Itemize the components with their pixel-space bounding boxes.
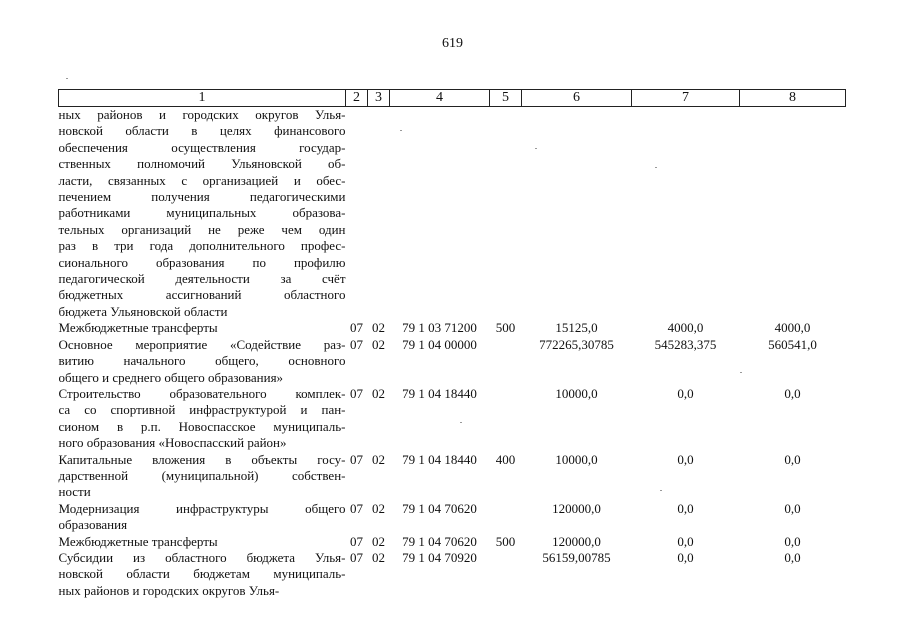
scan-speck — [400, 130, 402, 131]
scan-speck — [660, 490, 662, 491]
cell-podrazdel: 02 — [372, 385, 385, 401]
description-line: ного образования «Новоспасский район» — [58, 435, 287, 451]
header-col-7: 7 — [632, 90, 740, 107]
header-col-8: 8 — [740, 90, 846, 107]
header-col-6: 6 — [522, 90, 632, 107]
scan-speck — [460, 422, 462, 423]
cell-amount-col6: 120000,0 — [552, 500, 601, 516]
cell-podrazdel: 02 — [372, 533, 385, 549]
cell-amount-col6: 56159,00785 — [542, 549, 611, 565]
description-line: тельных организаций не реже чем один — [58, 221, 346, 237]
cell-expense-type — [490, 386, 522, 452]
header-col-3: 3 — [368, 90, 390, 107]
cell-expense-type — [490, 337, 522, 386]
cell-description — [59, 107, 346, 321]
table-row — [59, 550, 846, 599]
cell-target-article: 79 1 03 71200 — [402, 320, 477, 336]
description-line: педагогической деятельности за счёт — [58, 271, 346, 287]
scan-speck — [655, 167, 657, 168]
table-row — [59, 452, 846, 501]
description-line: ственных полномочий Ульяновской об- — [58, 156, 346, 172]
cell-description — [59, 534, 346, 550]
cell-razdel: 07 — [350, 451, 363, 467]
description-line: са со спортивной инфраструктурой и пан- — [58, 402, 346, 418]
cell-expense-type: 500 — [495, 533, 516, 549]
cell-expense-type — [490, 550, 522, 599]
cell-podrazdel: 02 — [372, 500, 385, 516]
table-header — [59, 90, 846, 107]
cell-description — [59, 550, 346, 599]
cell-podrazdel — [368, 107, 390, 321]
description-line: раз в три года дополнительного профес- — [58, 238, 346, 254]
cell-razdel: 07 — [350, 500, 363, 516]
table-row — [59, 337, 846, 386]
cell-amount-col8: 0,0 — [784, 385, 801, 401]
cell-target-article: 79 1 04 70920 — [402, 549, 477, 565]
cell-podrazdel: 02 — [372, 336, 385, 352]
page-number: 619 — [442, 36, 463, 51]
cell-amount-col8 — [740, 107, 846, 321]
cell-amount-col7: 0,0 — [677, 500, 694, 516]
description-line: витию начального общего, основного — [58, 353, 346, 369]
description-line: бюджета Ульяновской области — [58, 303, 228, 319]
cell-description — [59, 452, 346, 501]
scan-speck — [740, 372, 742, 373]
cell-amount-col8: 0,0 — [784, 533, 801, 549]
description-line: сионом в р.п. Новоспасское муниципаль- — [58, 418, 346, 434]
cell-amount-col7: 0,0 — [677, 451, 694, 467]
cell-description — [59, 386, 346, 452]
cell-target-article: 79 1 04 70620 — [402, 533, 477, 549]
cell-amount-col8: 4000,0 — [774, 320, 811, 336]
cell-amount-col7: 0,0 — [677, 385, 694, 401]
description-line: Модернизация инфраструктуры общего — [58, 500, 346, 516]
budget-table — [58, 89, 846, 599]
cell-razdel: 07 — [350, 533, 363, 549]
scan-speck — [535, 148, 537, 149]
cell-amount-col7: 0,0 — [677, 549, 694, 565]
header-col-5: 5 — [490, 90, 522, 107]
cell-amount-col7: 545283,375 — [654, 336, 717, 352]
description-line: образования — [58, 517, 128, 533]
cell-amount-col6: 772265,30785 — [539, 336, 614, 352]
cell-amount-col8: 0,0 — [784, 500, 801, 516]
cell-amount-col7: 0,0 — [677, 533, 694, 549]
description-line: ных районов и городских округов Улья- — [58, 582, 280, 598]
description-line: Межбюджетные трансферты — [58, 320, 218, 336]
cell-amount-col8: 560541,0 — [768, 336, 817, 352]
table-row — [59, 501, 846, 534]
cell-razdel: 07 — [350, 385, 363, 401]
cell-podrazdel: 02 — [372, 549, 385, 565]
cell-target-article: 79 1 04 70620 — [402, 500, 477, 516]
description-line: Основное мероприятие «Содействие раз- — [58, 336, 346, 352]
cell-target-article: 79 1 04 00000 — [402, 336, 477, 352]
header-col-1: 1 — [59, 90, 346, 107]
cell-description — [59, 320, 346, 336]
cell-amount-col7 — [632, 107, 740, 321]
cell-description — [59, 337, 346, 386]
cell-amount-col8: 0,0 — [784, 549, 801, 565]
scan-speck — [66, 78, 68, 79]
cell-amount-col7: 4000,0 — [667, 320, 704, 336]
description-line: работниками муниципальных образова- — [58, 205, 346, 221]
cell-amount-col8: 0,0 — [784, 451, 801, 467]
table-row — [59, 107, 846, 321]
table-row — [59, 386, 846, 452]
header-col-2: 2 — [346, 90, 368, 107]
description-line: новской области в целях финансового — [58, 123, 346, 139]
cell-podrazdel: 02 — [372, 451, 385, 467]
description-line: сионального образования по профилю — [58, 254, 346, 270]
cell-description — [59, 501, 346, 534]
description-line: Капитальные вложения в объекты госу- — [58, 451, 346, 467]
cell-target-article — [390, 107, 490, 321]
table-row — [59, 320, 846, 336]
cell-expense-type — [490, 107, 522, 321]
description-line: обеспечения осуществления государ- — [58, 139, 346, 155]
cell-target-article: 79 1 04 18440 — [402, 451, 477, 467]
description-line: ности — [58, 484, 91, 500]
header-row — [59, 90, 846, 107]
cell-expense-type: 400 — [495, 451, 516, 467]
cell-target-article: 79 1 04 18440 — [402, 385, 477, 401]
cell-razdel: 07 — [350, 549, 363, 565]
description-line: ных районов и городских округов Улья- — [58, 107, 346, 122]
cell-amount-col6: 15125,0 — [555, 320, 598, 336]
cell-amount-col6: 10000,0 — [555, 451, 598, 467]
description-line: бюджетных ассигнований областного — [58, 287, 346, 303]
cell-amount-col6: 10000,0 — [555, 385, 598, 401]
cell-expense-type: 500 — [495, 320, 516, 336]
cell-podrazdel: 02 — [372, 320, 385, 336]
cell-amount-col6 — [522, 107, 632, 321]
table-body — [59, 107, 846, 600]
cell-amount-col6: 120000,0 — [552, 533, 601, 549]
description-line: Строительство образовательного комплек- — [58, 385, 346, 401]
table-row — [59, 534, 846, 550]
description-line: Субсидии из областного бюджета Улья- — [58, 549, 346, 565]
header-col-4: 4 — [390, 90, 490, 107]
description-line: ласти, связанных с организацией и обес- — [58, 172, 346, 188]
cell-razdel: 07 — [350, 320, 363, 336]
description-line: дарственной (муниципальной) собствен- — [58, 467, 346, 483]
description-line: новской области бюджетам муниципаль- — [58, 566, 346, 582]
cell-expense-type — [490, 501, 522, 534]
description-line: Межбюджетные трансферты — [58, 533, 218, 549]
cell-razdel: 07 — [350, 336, 363, 352]
description-line: печением получения педагогическими — [58, 189, 346, 205]
description-line: общего и среднего общего образования» — [58, 369, 284, 385]
cell-razdel — [346, 107, 368, 321]
